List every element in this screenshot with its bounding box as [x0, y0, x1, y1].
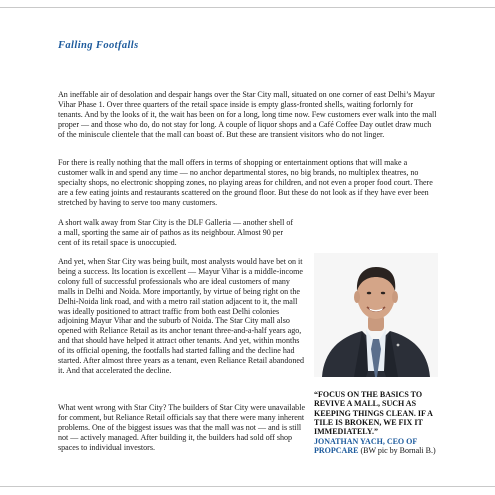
article-paragraph: A short walk away from Star City is the DLF Galleria — another shell of a mall, sporting the same air of pathos as its neighbour. Almost 90 per cent of its retail space is unoccupied.	[58, 218, 294, 247]
bottom-divider	[0, 486, 495, 487]
portrait-illustration	[314, 253, 438, 377]
pull-quote: “FOCUS ON THE BASICS TO REVIVE A MALL, SUCH AS KEEPING THINGS CLEAN. IF A TILE IS BROKEN, WE FIX IT IMMEDIATELY.”	[314, 390, 433, 437]
quote-attribution	[314, 437, 438, 456]
article-paragraph: What went wrong with Star City? The builders of Star City were unavailable for comment, but Reliance Retail officials say that there were many inherent problems. One of the biggest issues was that the mall was not — and is still not — actively managed. After building it, the builders had sold off shop spaces to individual investors.	[58, 403, 306, 452]
article-paragraph: And yet, when Star City was being built, most analysts would have bet on it being a success. Its location is excellent — Mayur Vihar is a middle-income colony full of successful professionals who are ideal customers of many malls in Delhi and Noida. More importantly, by virtue of being right on the Delhi-Noida link road, and with a metro rail station adjacent to it, the mall was ideally positioned to attract traffic from both east Delhi colonies adjoining Mayur Vihar and the suburb of Noida. The Star City mall also opened with Reliance Retail as its anchor tenant three-and-a-half years ago, and that should have helped it attract other tenants. And yet, within months of its official opening, the footfalls had started falling and the decline had started. After almost three years as a tenant, even Reliance Retail abandoned it. And that accelerated the decline.	[58, 257, 304, 375]
article-paragraph: For there is really nothing that the mall offers in terms of shopping or entertainment options that will make a customer walk in and spend any time — no anchor departmental stores, no big brands, no multiplex theatres, no specialty shops, no electronic shopping zones, no playing areas for children, and not even a proper food court. There are a few eating joints and restaurants scattered on the ground floor. But these do not look as if they have ever been stretched by having to serve too many customers.	[58, 158, 433, 207]
article-paragraph: An ineffable air of desolation and despair hangs over the Star City mall, situated on one corner of east Delhi’s Mayur Vihar Phase 1. Over three quarters of the retail space inside is empty glass-fronted shells, waiting forlornly for tenants. And by the looks of it, the wait has been on for a long, long time now. Few customers ever walk into the mall proper — and those who do, do not stay for long. A couple of liquor shops and a Café Coffee Day outlet draw much of the miniscule clientele that the mall can boast of. But these are transient visitors who do not linger.	[58, 90, 437, 139]
portrait-photo	[314, 253, 438, 377]
quote-author: JONATHAN YACH, CEO OF PROPCARE	[314, 437, 417, 456]
top-divider	[0, 7, 495, 8]
article-title: Falling Footfalls	[58, 40, 139, 51]
photo-credit: (BW pic by Bornali B.)	[358, 446, 436, 456]
